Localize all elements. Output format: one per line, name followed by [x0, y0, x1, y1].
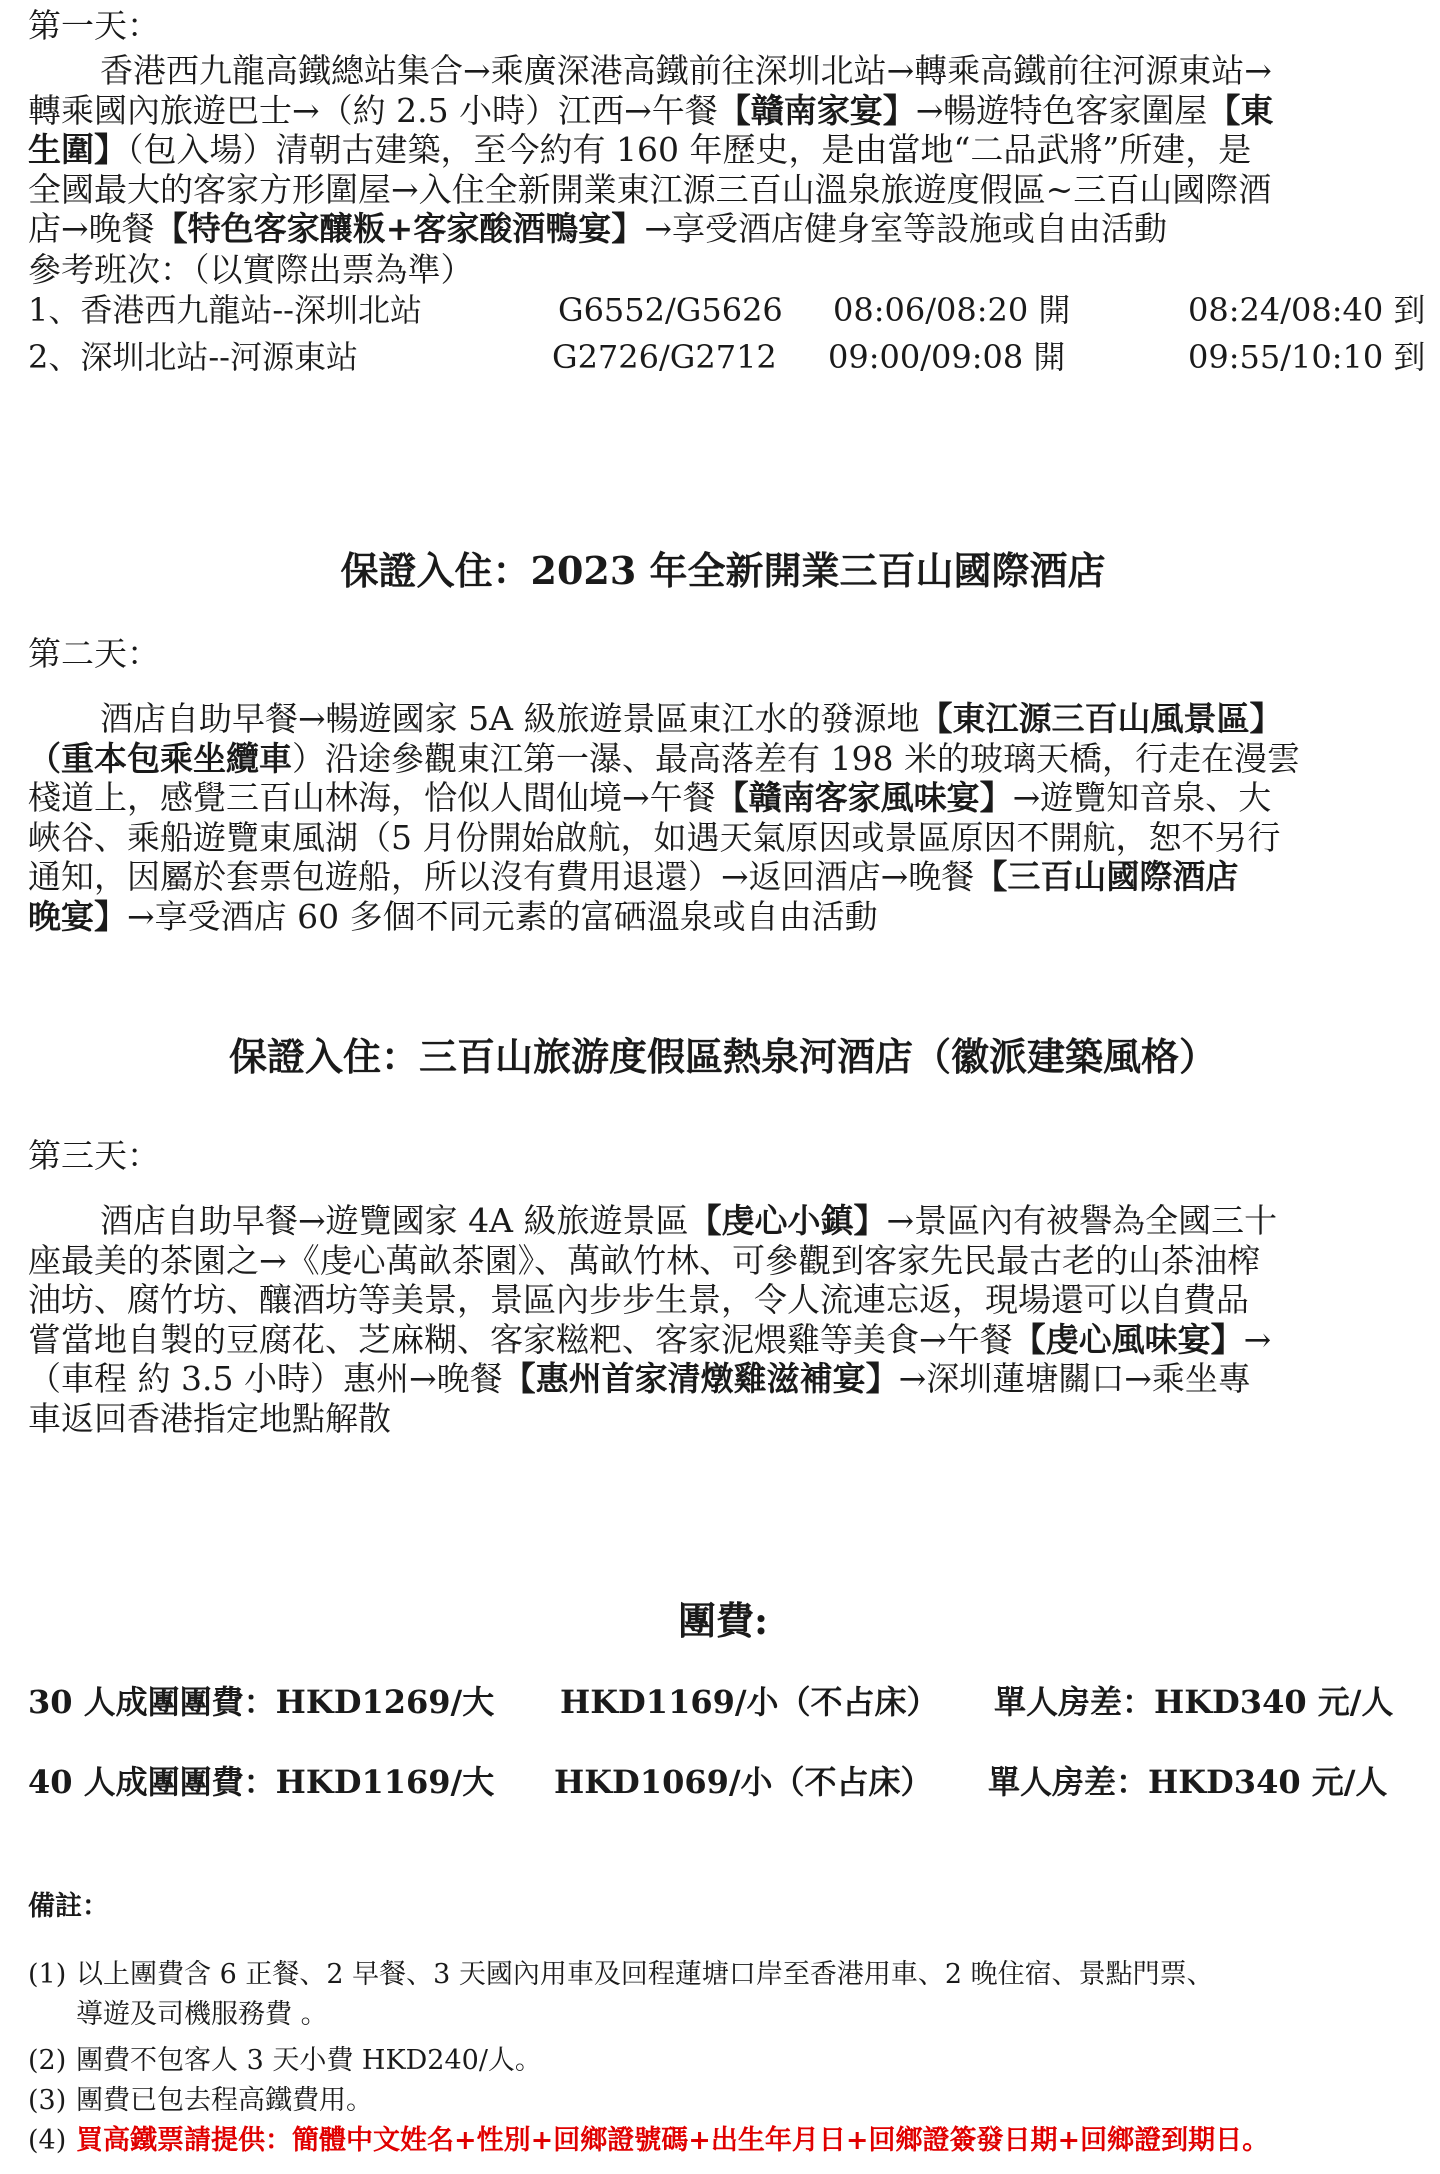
paragraph-line [28, 170, 1271, 210]
text-run: 通知，因屬於套票包遊船，所以沒有費用退還）→返回酒店→晚餐 [28, 857, 975, 896]
paragraph-line [28, 1399, 391, 1439]
text-run: ）沿途參觀東江第一瀑、最高落差有 198 米的玻璃天橋，行走在漫雲 [292, 738, 1300, 778]
text-run: →深圳蓮塘關口→乘坐專 [898, 1359, 1251, 1398]
notes-heading: 備註： [28, 1891, 109, 1922]
fees-heading: 團費: [677, 1598, 769, 1643]
text-run: →景區內有被譽為全國三十 [886, 1201, 1278, 1240]
day3-title: 第三天： [28, 1136, 160, 1175]
fee-adult: 40 人成團團費：HKD1169/大 [28, 1763, 495, 1801]
day1-title: 第一天： [28, 6, 160, 45]
highlight-text: 【惠州首家清燉雞滋補宴】 [502, 1359, 899, 1398]
train-depart: 09:00/09:08 開 [828, 338, 1066, 376]
highlight-text: 【虔心風味宴】 [1012, 1319, 1244, 1359]
text-run: →暢遊特色客家圍屋 [915, 90, 1208, 130]
highlight-text: 【東江源三百山風景區】 [919, 699, 1283, 738]
day1-hotel-heading: 保證入住：2023 年全新開業三百山國際酒店 [340, 548, 1106, 593]
text-run: 棧道上，感覺三百山林海，恰似人間仙境→午餐 [28, 778, 716, 817]
fee-single-supplement: 單人房差：HKD340 元/人 [988, 1763, 1388, 1801]
note-number: (2) [28, 2045, 67, 2076]
note-text: 以上團費含 6 正餐、2 早餐、3 天國內用車及回程蓮塘口岸至香港用車、2 晚住宿、景點門票、 [76, 1959, 1214, 1990]
highlight-text: 生圍】 [28, 130, 127, 169]
train-arrive: 08:24/08:40 到 [1188, 291, 1426, 329]
text-run: → [1243, 1319, 1272, 1359]
text-run: （車程 約 3.5 小時）惠州→晚餐 [28, 1359, 503, 1398]
paragraph-line [100, 1201, 1277, 1241]
text-run: 香港西九龍高鐵總站集合→乘廣深港高鐵前往深圳北站→轉乘高鐵前往河源東站→ [100, 51, 1272, 90]
paragraph-line [28, 91, 1273, 131]
paragraph-line [28, 1320, 1271, 1360]
paragraph-line [28, 897, 878, 937]
highlight-text: 【贛南家宴】 [717, 90, 916, 130]
day2-title: 第二天： [28, 634, 160, 673]
day2-hotel-heading: 保證入住：三百山旅游度假區熱泉河酒店（徽派建築風格） [228, 1034, 1217, 1079]
text-run: 轉乘國內旅遊巴士→（約 2.5 小時）江西→午餐 [28, 90, 718, 130]
note-text: 團費已包去程高鐵費用。 [76, 2085, 373, 2116]
train-depart: 08:06/08:20 開 [833, 291, 1071, 329]
paragraph-line [100, 51, 1272, 91]
paragraph-line [28, 739, 1300, 779]
paragraph-line [28, 857, 1238, 897]
text-run: 車返回香港指定地點解散 [28, 1398, 391, 1438]
paragraph-line [100, 699, 1282, 739]
text-run: （包入場）清朝古建築，至今約有 160 年歷史，是由當地“二品武將”所建，是 [127, 130, 1252, 169]
text-run: 座最美的茶園之→《虔心萬畝茶園》、萬畝竹林、可參觀到客家先民最古老的山茶油榨 [28, 1240, 1261, 1280]
train-route: 1、香港西九龍站--深圳北站 [28, 291, 422, 329]
text-run: 店→晚餐 [28, 209, 155, 248]
highlight-text: 晚宴】 [28, 896, 127, 936]
fee-adult: 30 人成團團費：HKD1269/大 [28, 1683, 495, 1721]
note-text-highlight: 買高鐵票請提供：簡體中文姓名+性別+回鄉證號碼+出生年月日+回鄉證簽發日期+回鄉證到期日。 [76, 2125, 1270, 2156]
paragraph-line [28, 130, 1251, 170]
highlight-text: 【贛南客家風味宴】 [715, 778, 1013, 817]
text-run: 酒店自助早餐→暢遊國家 5A 級旅遊景區東江水的發源地 [100, 699, 920, 738]
text-run: →享受酒店 60 多個不同元素的富硒溫泉或自由活動 [127, 896, 878, 936]
note-text: 導遊及司機服務費 。 [76, 1999, 328, 2030]
train-number: G2726/G2712 [552, 338, 777, 376]
paragraph-line [28, 1359, 1251, 1399]
train-route: 2、深圳北站--河源東站 [28, 338, 358, 376]
text-run: 油坊、腐竹坊、釀酒坊等美景，景區內步步生景，令人流連忘返，現場還可以自費品 [28, 1280, 1249, 1319]
fee-single-supplement: 單人房差：HKD340 元/人 [994, 1683, 1394, 1721]
paragraph-line [28, 1241, 1260, 1281]
text-run: 峽谷、乘船遊覽東風湖（5 月份開始啟航，如遇天氣原因或景區原因不開航，恕不另行 [28, 817, 1281, 857]
train-arrive: 09:55/10:10 到 [1188, 338, 1426, 376]
paragraph-line [28, 1280, 1249, 1320]
highlight-text: （重本包乘坐纜車 [28, 738, 292, 778]
text-run: 全國最大的客家方形圍屋→入住全新開業東江源三百山溫泉旅遊度假區~三百山國際酒 [28, 169, 1272, 209]
paragraph-line [28, 778, 1271, 818]
text-run: 酒店自助早餐→遊覽國家 4A 級旅遊景區 [100, 1201, 689, 1240]
text-run: →遊覽知音泉、大 [1012, 778, 1272, 817]
highlight-text: 【虔心小鎮】 [688, 1201, 887, 1240]
note-number: (4) [28, 2125, 67, 2156]
text-run: →享受酒店健身室等設施或自由活動 [644, 209, 1167, 248]
paragraph-line [28, 818, 1281, 858]
note-text: 團費不包客人 3 天小費 HKD240/人。 [76, 2045, 542, 2076]
text-run: 嘗當地自製的豆腐花、芝麻糊、客家糍粑、客家泥煨雞等美食→午餐 [28, 1319, 1013, 1359]
note-number: (3) [28, 2085, 67, 2116]
train-number: G6552/G5626 [558, 291, 783, 329]
trains-title: 參考班次：（以實際出票為準） [28, 250, 474, 289]
fee-child: HKD1069/小（不占床） [554, 1763, 933, 1801]
highlight-text: 【特色客家釀粄+客家酸酒鴨宴】 [154, 209, 645, 248]
highlight-text: 【東 [1207, 90, 1274, 130]
paragraph-line [28, 209, 1167, 249]
note-number: (1) [28, 1959, 67, 1990]
fee-child: HKD1169/小（不占床） [560, 1683, 939, 1721]
highlight-text: 【三百山國際酒店 [974, 857, 1239, 896]
